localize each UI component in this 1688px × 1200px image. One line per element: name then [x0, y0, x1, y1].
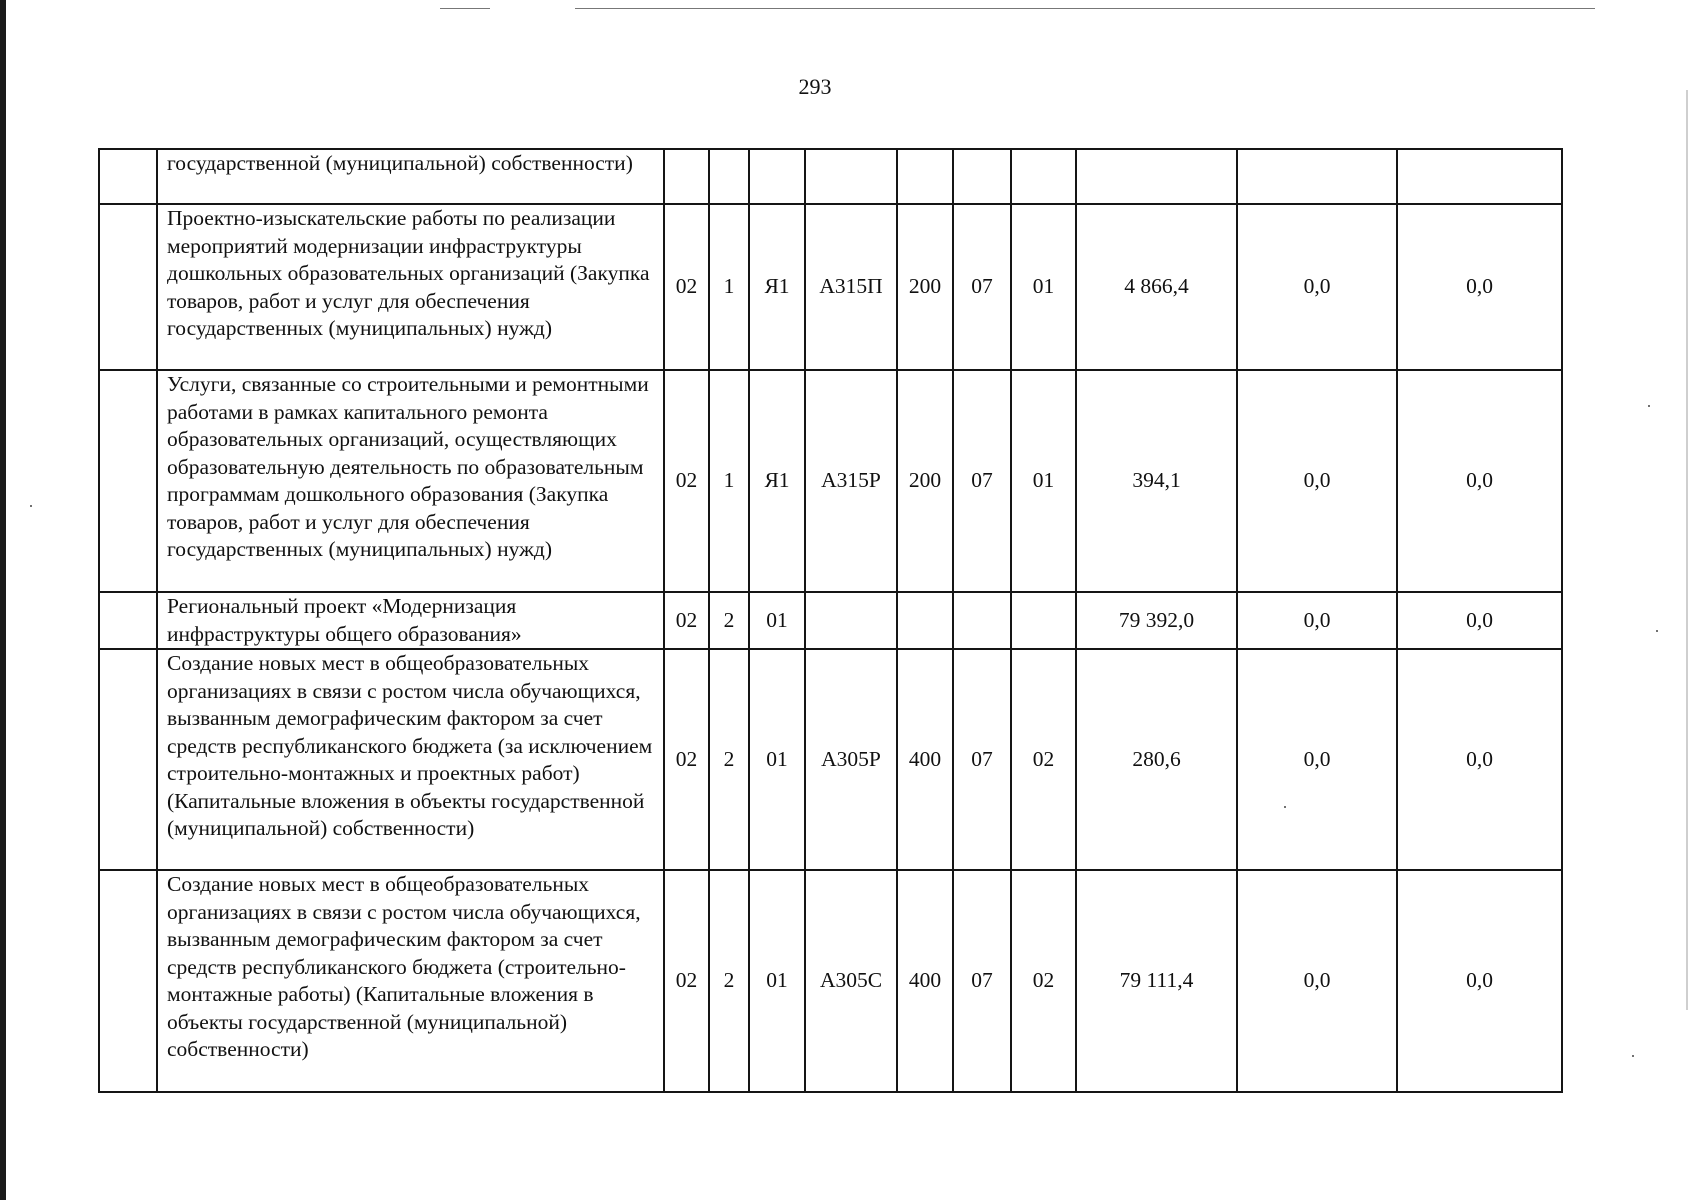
col-pr-cell: 07 [953, 370, 1011, 592]
row-index-cell [99, 592, 157, 649]
table-row [99, 370, 1562, 592]
budget-table [98, 148, 1563, 1093]
col-rz-cell: 02 [664, 870, 709, 1092]
col-amount-3-cell: 0,0 [1397, 870, 1562, 1092]
col-podr-cell: 02 [1011, 870, 1076, 1092]
col-code-cell: А305Р [805, 649, 897, 870]
table-row [99, 649, 1562, 870]
col-code-cell [805, 592, 897, 649]
col-pr-cell [953, 592, 1011, 649]
col-vr-cell [897, 592, 953, 649]
col-podr-cell [1011, 149, 1076, 204]
col-amount-2-cell: 0,0 [1237, 870, 1397, 1092]
col-prz-cell [709, 149, 749, 204]
col-pr-cell: 07 [953, 204, 1011, 370]
scan-left-edge [0, 0, 6, 1200]
col-podr-cell [1011, 592, 1076, 649]
col-vr-cell: 400 [897, 649, 953, 870]
row-index-cell [99, 370, 157, 592]
scan-top-line [575, 8, 1595, 9]
col-vr-cell: 400 [897, 870, 953, 1092]
col-prz-cell: 2 [709, 649, 749, 870]
col-rz-cell: 02 [664, 370, 709, 592]
col-podr-cell: 01 [1011, 370, 1076, 592]
col-group-cell: Я1 [749, 370, 805, 592]
col-rz-cell: 02 [664, 592, 709, 649]
col-pr-cell [953, 149, 1011, 204]
expense-name-cell: Создание новых мест в общеобразовательных организациях в связи с ростом числа обучающихся, вызванным демографическим фактором за счет средств республиканского бюджета (строительно-монтажные работы) (Капитальные вложения в объекты государственной (муниципальной) собственности) [157, 870, 664, 1092]
col-amount-3-cell: 0,0 [1397, 649, 1562, 870]
col-rz-cell: 02 [664, 649, 709, 870]
table-row [99, 870, 1562, 1092]
expense-name-cell: Создание новых мест в общеобразовательных организациях в связи с ростом числа обучающихся, вызванным демографическим фактором за счет средств республиканского бюджета (за исключением строительно-монтажных и проектных работ) (Капитальные вложения в объекты государственной (муниципальной) собственности) [157, 649, 664, 870]
col-prz-cell: 1 [709, 370, 749, 592]
col-amount-2-cell: 0,0 [1237, 649, 1397, 870]
expense-name-cell: Услуги, связанные со строительными и ремонтными работами в рамках капитального ремонта образовательных организаций, осуществляющих образовательную деятельность по образовательным программам дошкольного образования (Закупка товаров, работ и услуг для обеспечения государственных (муниципальных) нужд) [157, 370, 664, 592]
col-amount-2-cell: 0,0 [1237, 592, 1397, 649]
expense-name-cell: Региональный проект «Модернизация инфраструктуры общего образования» [157, 592, 664, 649]
expense-name-cell: государственной (муниципальной) собственности) [157, 149, 664, 204]
col-code-cell [805, 149, 897, 204]
table-row [99, 204, 1562, 370]
col-vr-cell: 200 [897, 204, 953, 370]
table-row [99, 592, 1562, 649]
col-amount-1-cell: 79 392,0 [1076, 592, 1237, 649]
col-amount-2-cell: 0,0 [1237, 370, 1397, 592]
col-pr-cell: 07 [953, 870, 1011, 1092]
scan-speck [1648, 405, 1650, 407]
col-vr-cell [897, 149, 953, 204]
col-group-cell: 01 [749, 592, 805, 649]
col-group-cell [749, 149, 805, 204]
col-code-cell: А315П [805, 204, 897, 370]
col-podr-cell: 02 [1011, 649, 1076, 870]
col-group-cell: 01 [749, 870, 805, 1092]
col-podr-cell: 01 [1011, 204, 1076, 370]
col-group-cell: 01 [749, 649, 805, 870]
scan-speck [30, 505, 32, 507]
col-prz-cell: 2 [709, 592, 749, 649]
col-prz-cell: 1 [709, 204, 749, 370]
col-amount-1-cell: 280,6 [1076, 649, 1237, 870]
col-amount-1-cell: 79 111,4 [1076, 870, 1237, 1092]
col-prz-cell: 2 [709, 870, 749, 1092]
scan-top-line [440, 8, 490, 9]
table-row [99, 149, 1562, 204]
col-rz-cell [664, 149, 709, 204]
col-code-cell: А305С [805, 870, 897, 1092]
scan-speck [1632, 1055, 1634, 1057]
col-amount-1-cell [1076, 149, 1237, 204]
col-amount-1-cell: 4 866,4 [1076, 204, 1237, 370]
expense-name-cell: Проектно-изыскательские работы по реализации мероприятий модернизации инфраструктуры дошкольных образовательных организаций (Закупка товаров, работ и услуг для обеспечения государственных (муниципальных) нужд) [157, 204, 664, 370]
row-index-cell [99, 204, 157, 370]
col-amount-3-cell: 0,0 [1397, 204, 1562, 370]
col-amount-3-cell: 0,0 [1397, 592, 1562, 649]
col-vr-cell: 200 [897, 370, 953, 592]
col-code-cell: А315Р [805, 370, 897, 592]
page-number: 293 [798, 74, 832, 99]
scan-speck [1656, 630, 1658, 632]
col-amount-3-cell [1397, 149, 1562, 204]
row-index-cell [99, 870, 157, 1092]
col-amount-3-cell: 0,0 [1397, 370, 1562, 592]
col-amount-2-cell [1237, 149, 1397, 204]
col-amount-2-cell: 0,0 [1237, 204, 1397, 370]
col-amount-1-cell: 394,1 [1076, 370, 1237, 592]
row-index-cell [99, 149, 157, 204]
row-index-cell [99, 649, 157, 870]
col-group-cell: Я1 [749, 204, 805, 370]
table-body [99, 149, 1562, 1092]
col-rz-cell: 02 [664, 204, 709, 370]
col-pr-cell: 07 [953, 649, 1011, 870]
